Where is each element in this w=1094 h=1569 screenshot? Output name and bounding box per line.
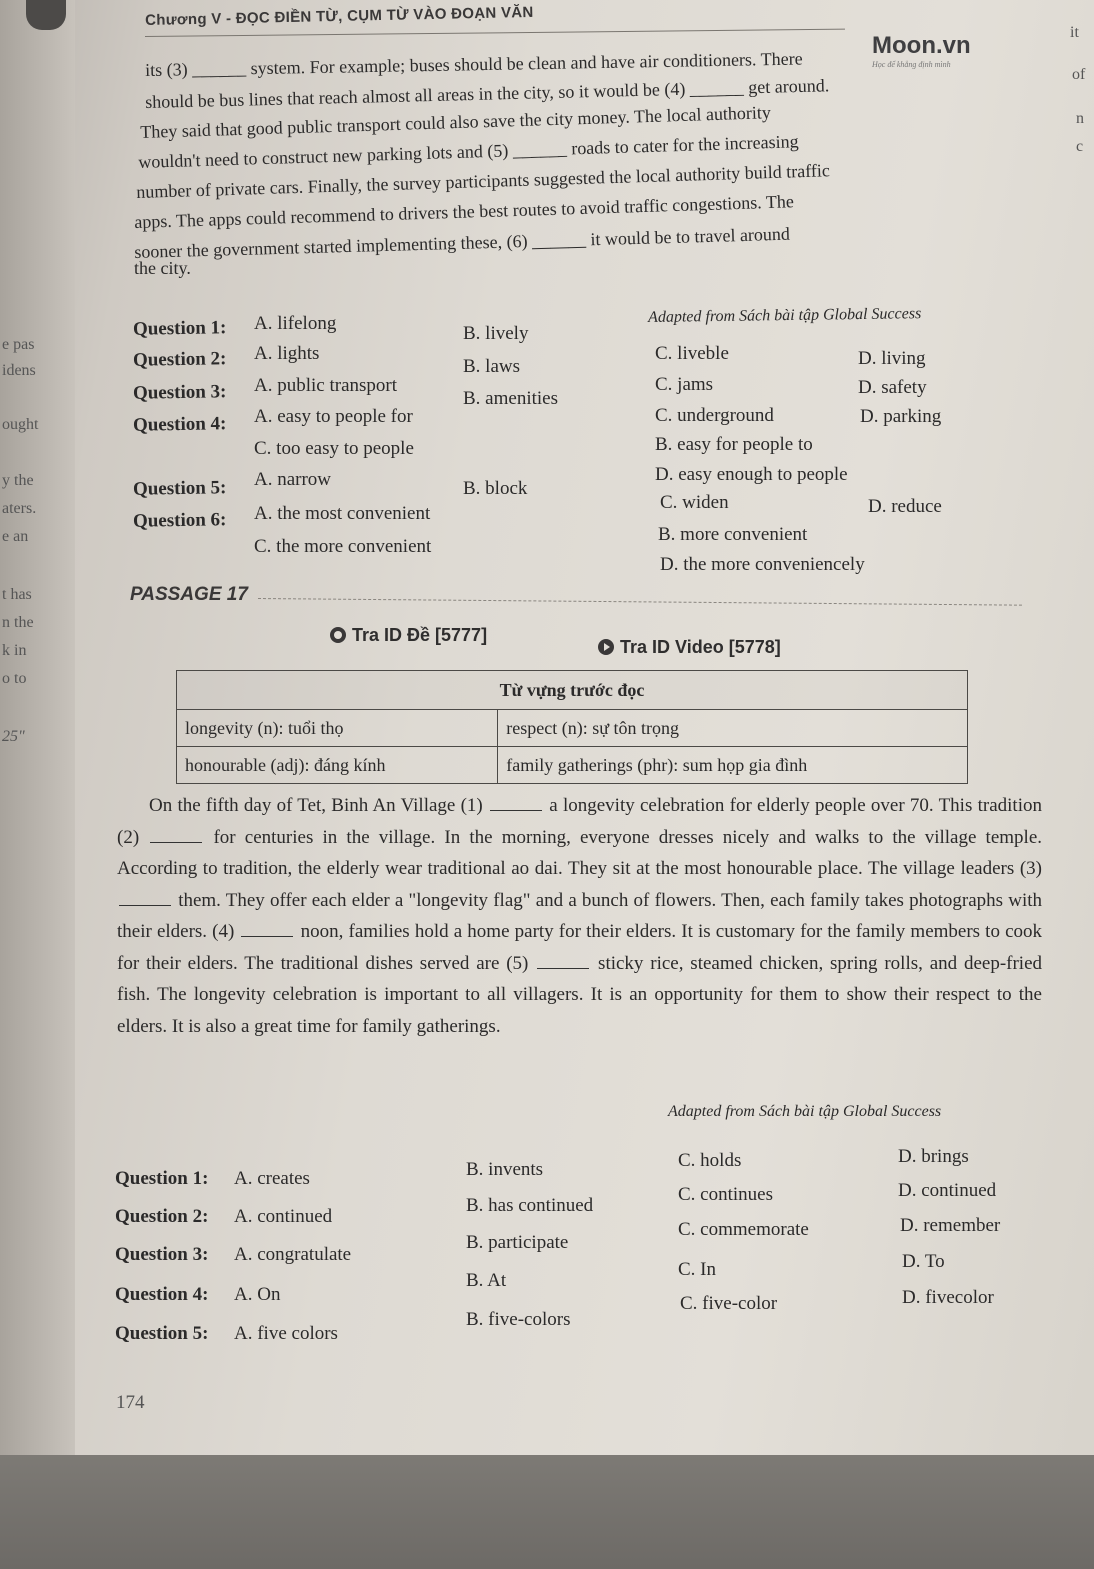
margin-text: o to — [2, 670, 27, 687]
option-b[interactable]: B. more convenient — [658, 524, 808, 545]
option-a[interactable]: A. the most convenient — [254, 503, 431, 524]
brand-tagline: Học để khẳng định mình — [872, 60, 951, 69]
video-id-label: Tra ID Video [5778] — [620, 637, 781, 657]
option-d[interactable]: D. living — [858, 348, 926, 369]
option-c[interactable]: C. liveble — [655, 343, 729, 364]
margin-text: c — [1076, 138, 1084, 155]
blank-4[interactable] — [241, 936, 293, 937]
question-label: Question 6: — [132, 509, 227, 532]
sentence: for centuries in the village. In the morning, everyone dresses nicely and walks to the village temple. According to tradition, the elderly wear traditional ao dai. They sit at the most honourable place. The village leaders (3) — [117, 826, 1043, 879]
video-id-link[interactable] — [598, 637, 781, 658]
book-logo-icon — [26, 0, 66, 30]
margin-text: idens — [2, 362, 36, 379]
target-icon — [330, 627, 346, 643]
option-c[interactable]: C. five-color — [680, 1293, 778, 1314]
option-b[interactable]: B. has continued — [466, 1195, 594, 1216]
option-a[interactable]: A. narrow — [254, 469, 332, 490]
table-row — [177, 747, 968, 784]
margin-text: ought — [2, 416, 39, 433]
blank-3[interactable] — [119, 905, 171, 906]
text-line: apps. The apps could recommend to drivers the best routes to avoid traffic congestions. The — [134, 191, 795, 232]
option-b[interactable]: B. lively — [463, 323, 529, 344]
option-a[interactable]: A. continued — [234, 1206, 333, 1227]
margin-text: y the — [2, 472, 34, 489]
vocab-cell: longevity (n): tuổi thọ — [177, 710, 498, 747]
passage17-paragraph — [117, 790, 1042, 1042]
question-label: Question 4: — [132, 413, 227, 436]
option-c[interactable]: C. jams — [655, 374, 714, 395]
option-b[interactable]: B. five-colors — [466, 1309, 571, 1330]
brand-logo: Moon.vn — [872, 32, 971, 59]
sentence: them. They offer each elder a "longevity flag" and a bunch of flowers. Then, each family takes photographs with their elders. (4) — [117, 889, 1043, 942]
vocab-table — [176, 670, 968, 784]
option-a[interactable]: A. congratulate — [234, 1244, 352, 1265]
option-b[interactable]: B. amenities — [463, 388, 558, 409]
margin-text: k in — [2, 642, 27, 659]
option-b[interactable]: B. At — [466, 1270, 507, 1291]
margin-text: n — [1076, 110, 1084, 127]
option-b[interactable]: B. block — [463, 478, 528, 499]
option-a[interactable]: A. lights — [254, 343, 320, 364]
text-line: sooner the government started implementing these, (6) ______ it would be to travel around — [134, 223, 791, 262]
test-id-link[interactable] — [330, 625, 487, 646]
question-label: Question 5: — [115, 1323, 209, 1344]
text-line: They said that good public transport could also save the city money. The local authority — [140, 102, 772, 142]
option-d[interactable]: D. brings — [898, 1146, 969, 1167]
option-d[interactable]: D. reduce — [868, 496, 942, 517]
sentence: a longevity celebration for elderly people over 70. This tradition (2) — [117, 795, 1042, 848]
sentence: noon, families hold a home party for their elders. It is customary for the family members to cook for their elders. The traditional dishes served are (5) — [117, 921, 1043, 974]
question-label: Question 3: — [115, 1244, 209, 1265]
passage16-source: Adapted from Sách bài tập Global Success — [648, 305, 922, 326]
passage17-title: PASSAGE 17 — [130, 584, 248, 605]
option-b[interactable]: B. participate — [466, 1232, 569, 1253]
option-c[interactable]: C. commemorate — [678, 1219, 809, 1240]
vocab-cell: respect (n): sự tôn trọng — [498, 710, 968, 747]
option-c[interactable]: C. too easy to people — [254, 438, 414, 459]
option-a[interactable]: A. lifelong — [254, 313, 337, 334]
text-line: wouldn't need to construct new parking lots and (5) ______ roads to cater for the increasing — [138, 131, 799, 172]
margin-text: of — [1072, 66, 1086, 83]
option-c[interactable]: C. widen — [660, 492, 729, 513]
header-rule — [145, 29, 845, 37]
margin-text: e pas — [2, 336, 35, 353]
sentence: sticky rice, steamed chicken, spring rolls, and deep-fried fish. The longevity celebration is important to all villagers. It is an opportunity for them to show their respect to the elders. It is also a great time for family gatherings. — [117, 952, 1043, 1037]
option-d[interactable]: D. safety — [858, 377, 927, 398]
question-label: Question 2: — [115, 1206, 209, 1227]
margin-text: e an — [2, 528, 29, 545]
text-line: number of private cars. Finally, the survey participants suggested the local authority build traffic — [136, 160, 831, 202]
option-a[interactable]: A. easy to people for — [254, 406, 413, 427]
passage17-source: Adapted from Sách bài tập Global Success — [668, 1103, 942, 1120]
question-label: Question 3: — [132, 381, 227, 404]
option-a[interactable]: A. public transport — [254, 375, 398, 396]
option-a[interactable]: A. five colors — [234, 1323, 338, 1344]
blank-5[interactable] — [537, 968, 589, 969]
title-divider — [258, 598, 1022, 606]
margin-text: aters. — [2, 500, 37, 517]
play-icon — [598, 639, 614, 655]
option-b[interactable]: B. laws — [463, 356, 520, 377]
option-b[interactable]: B. invents — [466, 1159, 544, 1180]
question-label: Question 4: — [115, 1284, 209, 1305]
margin-text: n the — [2, 614, 34, 631]
option-c[interactable]: C. underground — [655, 405, 774, 426]
vocab-cell: family gatherings (phr): sum họp gia đình — [498, 747, 968, 784]
option-c[interactable]: C. In — [678, 1259, 716, 1280]
vocab-cell: honourable (adj): đáng kính — [177, 747, 498, 784]
question-label: Question 2: — [132, 348, 227, 371]
option-a[interactable]: A. creates — [234, 1168, 310, 1189]
question-label: Question 1: — [132, 317, 227, 340]
option-c[interactable]: C. the more convenient — [254, 536, 432, 557]
margin-text: t has — [2, 586, 32, 603]
question-label: Question 5: — [132, 477, 227, 500]
option-c[interactable]: C. holds — [678, 1150, 742, 1171]
option-d[interactable]: D. the more conveniencely — [660, 554, 865, 575]
margin-text: it — [1070, 24, 1079, 41]
option-d[interactable]: D. To — [902, 1251, 945, 1272]
option-d[interactable]: D. fivecolor — [902, 1287, 994, 1308]
blank-2[interactable] — [150, 842, 202, 843]
blank-1[interactable] — [490, 810, 542, 811]
chapter-title: Chương V - ĐỌC ĐIỀN TỪ, CỤM TỪ VÀO ĐOẠN VĂN — [145, 3, 534, 29]
option-d[interactable]: D. parking — [860, 406, 942, 427]
text-line: the city. — [134, 258, 191, 278]
background-surface — [0, 1455, 1094, 1569]
page-number: 174 — [116, 1392, 145, 1413]
vocab-header: Từ vựng trước đọc — [177, 671, 968, 710]
table-row — [177, 710, 968, 747]
margin-text: 25" — [2, 728, 25, 745]
text-line: should be bus lines that reach almost all areas in the city, so it would be (4) ______ get around. — [145, 75, 830, 112]
table-header-row — [177, 671, 968, 710]
test-id-label: Tra ID Đề [5777] — [352, 625, 488, 645]
option-b[interactable]: B. easy for people to — [655, 434, 813, 455]
option-d[interactable]: D. continued — [898, 1180, 997, 1201]
sentence: On the fifth day of Tet, Binh An Village (1) — [149, 795, 483, 816]
option-c[interactable]: C. continues — [678, 1184, 773, 1205]
question-label: Question 1: — [115, 1168, 209, 1189]
option-a[interactable]: A. On — [234, 1284, 281, 1305]
option-d[interactable]: D. remember — [900, 1215, 1001, 1236]
option-d[interactable]: D. easy enough to people — [655, 464, 848, 485]
text-line: its (3) ______ system. For example; buses should be clean and have air conditioners. There — [145, 48, 803, 80]
